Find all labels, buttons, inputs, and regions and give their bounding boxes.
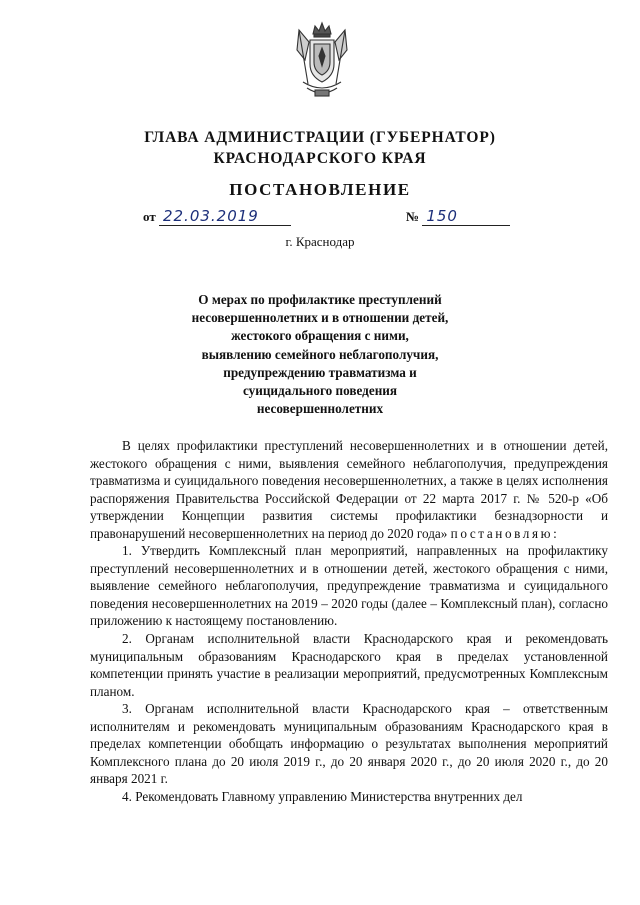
document-body	[90, 437, 608, 805]
date-label: от	[143, 209, 156, 224]
subject-line: предупреждению травматизма и	[223, 364, 417, 380]
city-name: г. Краснодар	[285, 234, 355, 249]
subject-line: выявлению семейного неблагополучия,	[201, 346, 439, 362]
resolve-word: постановляю:	[450, 525, 560, 541]
document-type-title: ПОСТАНОВЛЕНИЕ	[229, 180, 411, 199]
authority-line-1: ГЛАВА АДМИНИСТРАЦИИ (ГУБЕРНАТОР)	[144, 129, 496, 146]
number-label: №	[406, 209, 420, 224]
preamble-paragraph	[90, 437, 608, 542]
subject-line: жестокого обращения с ними,	[231, 328, 409, 344]
item-paragraph-3: 3. Органам исполнительной власти Краснодарского края – ответственным исполнителям и рекомендовать муниципальным образованиям Краснодарского края в пределах компетенции обобщать информацию о результатах выполнения мероприятий Комплексного плана до 20 июля 2019 г., до 20 января 2020 г., до 20 июля 2020 г., до 20 января 2021 г.	[90, 701, 608, 787]
subject-line: несовершеннолетних	[256, 401, 384, 417]
krasnodar-coat-of-arms-icon	[293, 20, 351, 102]
number-line	[406, 207, 510, 226]
item-paragraph-1: 1. Утвердить Комплексный план мероприятий, направленных на профилактику преступлений несовершеннолетних и в отношении детей, жестокого обращения с ними, выявление семейного неблагополучия, предупреждение травматизма и суицидального поведения несовершеннолетних на 2019 – 2020 годы (далее – Комплексный план), согласно приложению к настоящему постановлению.	[90, 543, 608, 629]
handwritten-number: 150	[422, 207, 510, 226]
item-paragraph-4: 4. Рекомендовать Главному управлению Министерства внутренних дел	[122, 788, 523, 804]
preamble-text: В целях профилактики преступлений несовершеннолетних и в отношении детей, жестокого обращения с ними, выявления семейного неблагополучия, предупреждения травматизма и суицидального поведения несовершеннолетних, а также в целях исполнения распоряжения Правительства Российской Федерации от 22 марта 2017 г. № 520-р «Об утверждении Концепции развития системы профилактики безнадзорности и правонарушений несовершеннолетних на период до 2020 года»	[90, 438, 608, 541]
date-line	[143, 207, 291, 226]
subject-line: суицидального поведения	[242, 383, 398, 399]
document-subject	[170, 291, 470, 418]
authority-line-2: КРАСНОДАРСКОГО КРАЯ	[213, 150, 427, 167]
item-paragraph-2: 2. Органам исполнительной власти Краснодарского края и рекомендовать муниципальным образованиям Краснодарского края в пределах установленной компетенции принять участие в реализации мероприятий, предусмотренных Комплексным планом.	[90, 631, 608, 699]
subject-line: О мерах по профилактике преступлений	[198, 292, 442, 307]
handwritten-date: 22.03.2019	[159, 207, 291, 226]
issuing-authority	[0, 127, 640, 169]
subject-line: несовершеннолетних и в отношении детей,	[191, 310, 449, 326]
